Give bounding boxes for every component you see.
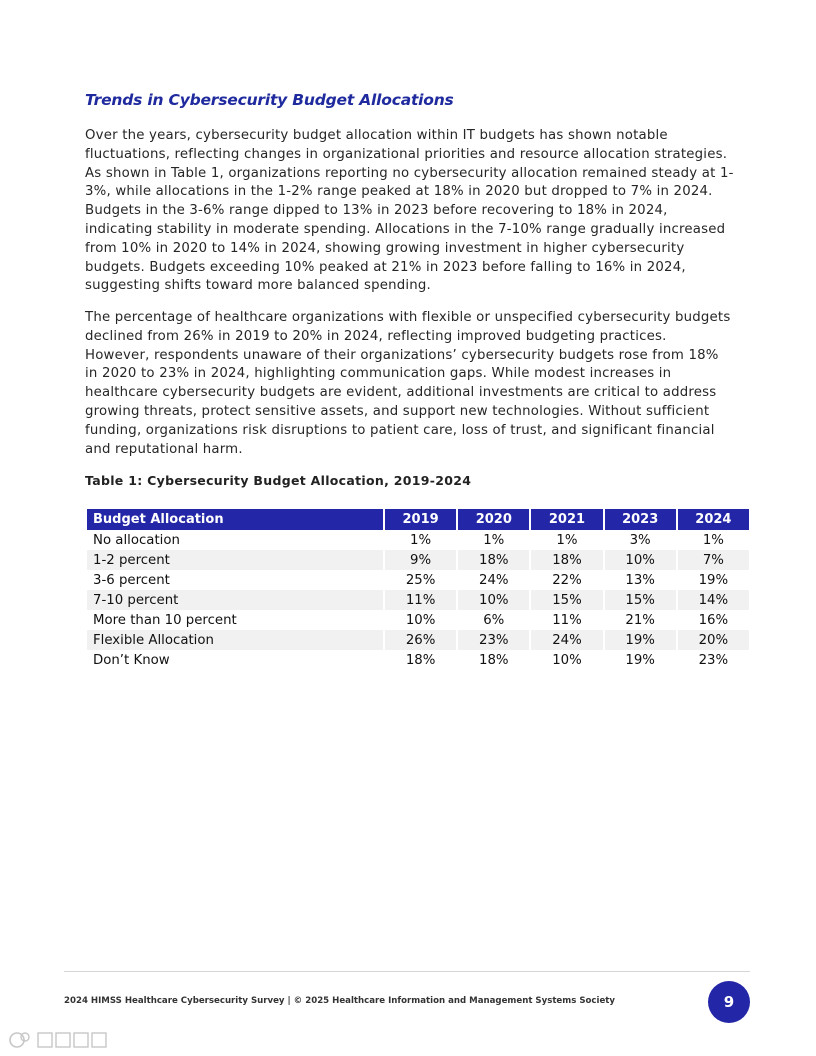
row-label: Don’t Know <box>93 652 170 668</box>
footer-text: 2024 HIMSS Healthcare Cybersecurity Survey | © 2025 Healthcare Information and Management Systems Society <box>64 996 615 1006</box>
table-cell: 23% <box>698 652 729 668</box>
watermark-logo-graphic <box>8 1028 113 1052</box>
table-cell: 13% <box>625 572 655 588</box>
table-caption: Table 1: Cybersecurity Budget Allocation, 2019-2024 <box>85 473 472 488</box>
body-paragraph-1: Over the years, cybersecurity budget allocation within IT budgets has shown notable fluctuations, reflecting changes in organizational priorities and resource allocation strategies. As shown in Table 1, organizations reporting no cybersecurity allocation remained steady at 1-3%, while allocations in the 1-2% range peaked at 18% in 2020 but dropped to 7% in 2024. Budgets in the 3-6% range dipped to 13% in 2023 before recovering to 18% in 2024, indicating stability in moderate spending. Allocations in the 7-10% range gradually increased from 10% in 2020 to 14% in 2024, showing growing investment in higher cybersecurity budgets. Budgets exceeding 10% peaked at 21% in 2023 before falling to 16% in 2024, suggesting shifts toward more balanced spending. <box>85 128 734 294</box>
table-cell: 10% <box>605 550 676 570</box>
table-cell: 9% <box>385 550 456 570</box>
row-label: 7-10 percent <box>87 590 383 610</box>
row-label: 1-2 percent <box>87 550 383 570</box>
table-cell: 24% <box>531 630 602 650</box>
table-cell: 15% <box>531 590 602 610</box>
table-cell: 11% <box>385 590 456 610</box>
table-cell: 10% <box>552 652 582 668</box>
table-cell: 18% <box>458 550 529 570</box>
column-header-2019: 2019 <box>385 509 456 530</box>
table-cell: 11% <box>552 612 582 628</box>
column-header-2023: 2023 <box>605 509 676 530</box>
table-cell: 18% <box>479 652 509 668</box>
table-row <box>87 630 749 650</box>
table-row <box>87 650 749 670</box>
table-cell: 15% <box>605 590 676 610</box>
table-cell: 19% <box>698 572 729 588</box>
table-row <box>87 550 749 570</box>
column-header-2024: 2024 <box>678 509 749 530</box>
table-cell: 6% <box>483 612 505 628</box>
row-label: No allocation <box>93 532 180 548</box>
column-header-2020: 2020 <box>458 509 529 530</box>
table-cell: 26% <box>385 630 456 650</box>
column-header-2021: 2021 <box>531 509 602 530</box>
section-heading: Trends in Cybersecurity Budget Allocations <box>85 91 454 109</box>
row-label: Flexible Allocation <box>87 630 383 650</box>
table-cell: 1% <box>702 532 724 548</box>
table-cell: 1% <box>483 532 505 548</box>
page-number-badge <box>708 981 750 1023</box>
budget-allocation-table <box>85 509 751 670</box>
table-row <box>87 570 749 590</box>
table-cell: 1% <box>556 532 578 548</box>
table-cell: 18% <box>531 550 602 570</box>
table-row <box>87 590 749 610</box>
table-cell: 10% <box>405 612 436 628</box>
table-cell: 22% <box>552 572 582 588</box>
table-cell: 10% <box>458 590 529 610</box>
table-cell: 14% <box>678 590 749 610</box>
table-cell: 1% <box>410 532 432 548</box>
page-number: 9 <box>723 993 735 1011</box>
row-label: 3-6 percent <box>93 572 170 588</box>
table-row <box>87 530 749 550</box>
table-cell: 23% <box>458 630 529 650</box>
watermark-logo-icon <box>8 1028 113 1052</box>
table-cell: 20% <box>678 630 749 650</box>
row-label: More than 10 percent <box>93 612 237 628</box>
table-cell: 24% <box>479 572 509 588</box>
footer-divider <box>64 971 750 972</box>
table-cell: 19% <box>625 652 655 668</box>
table-cell: 7% <box>678 550 749 570</box>
table-cell: 3% <box>629 532 651 548</box>
table-row <box>87 610 749 630</box>
table-cell: 25% <box>405 572 436 588</box>
table-header-row <box>87 509 749 530</box>
table-cell: 21% <box>625 612 655 628</box>
table-cell: 16% <box>698 612 729 628</box>
table-cell: 19% <box>605 630 676 650</box>
table-cell: 18% <box>405 652 436 668</box>
body-paragraph-2: The percentage of healthcare organizations with flexible or unspecified cybersecurity budgets declined from 26% in 2019 to 20% in 2024, reflecting improved budgeting practices. However, respondents unaware of their organizations’ cybersecurity budgets rose from 18% in 2020 to 23% in 2024, highlighting communication gaps. While modest increases in healthcare cybersecurity budgets are evident, additional investments are critical to address growing threats, protect sensitive assets, and support new technologies. Without sufficient funding, organizations risk disruptions to patient care, loss of trust, and significant financial and reputational harm. <box>85 310 731 457</box>
column-header-budget-allocation: Budget Allocation <box>87 509 383 530</box>
